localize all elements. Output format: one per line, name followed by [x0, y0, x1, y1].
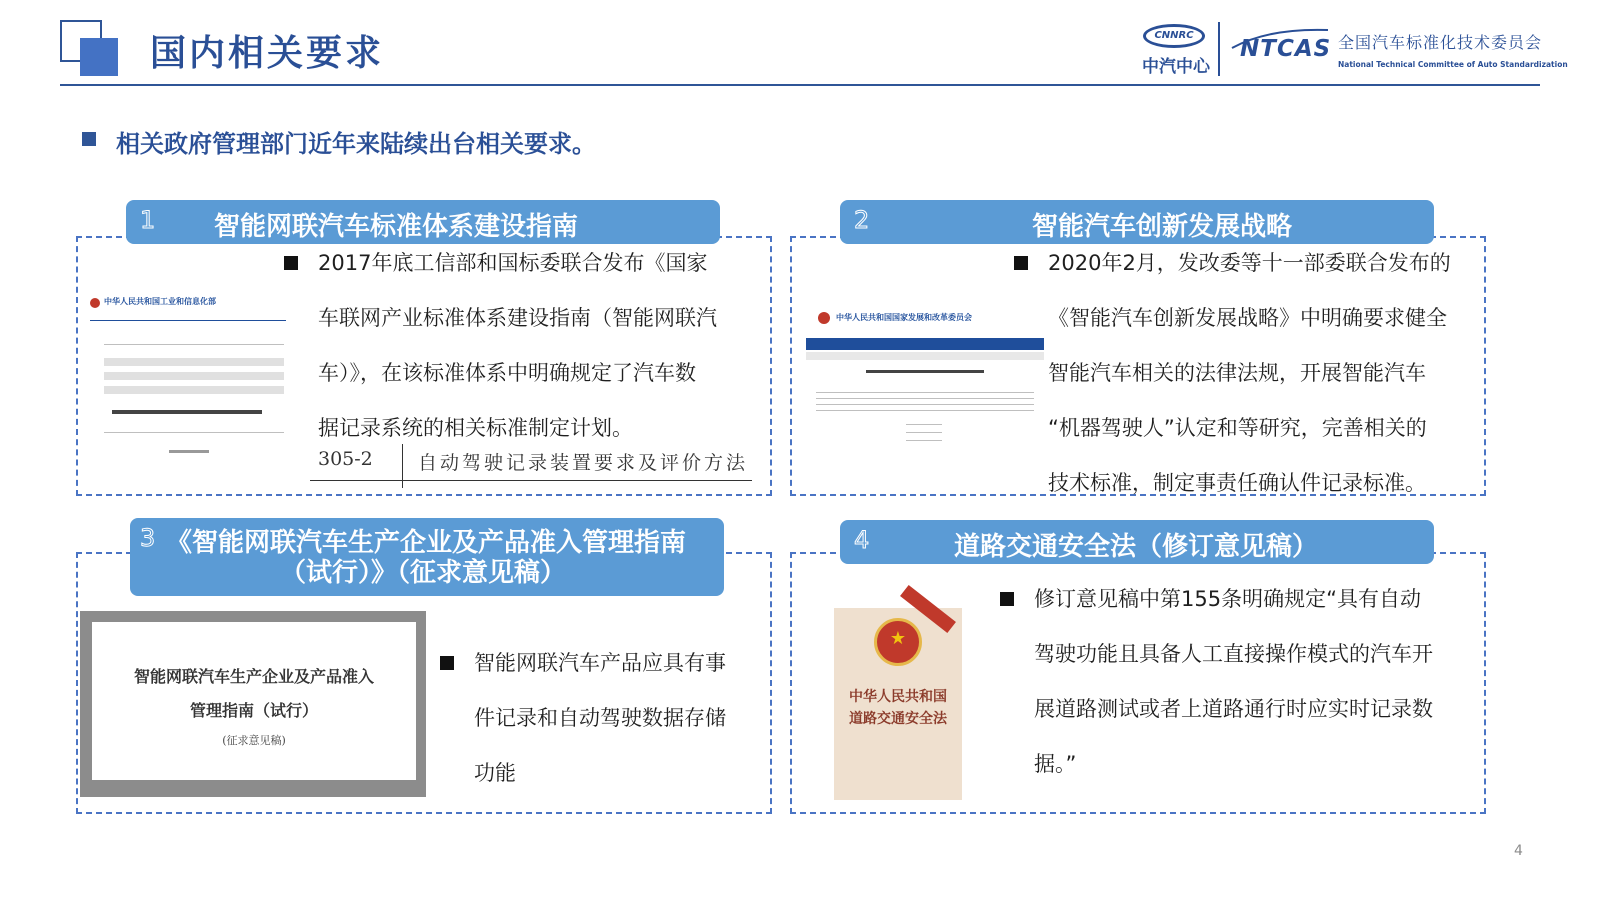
- standard-table-snippet: [310, 444, 752, 484]
- panel-2-line: 智能汽车相关的法律法规，开展智能汽车: [1048, 361, 1426, 385]
- panel-1-title: 智能网联汽车标准体系建设指南: [214, 212, 579, 242]
- panel-3-line: 件记录和自动驾驶数据存储: [474, 706, 726, 730]
- panel-4-line: 展道路测试或者上道路通行时应实时记录数: [1034, 697, 1433, 721]
- guideline-doc-subtitle: (征求意见稿): [222, 734, 286, 747]
- title-deco-fill: [80, 38, 118, 76]
- table-code: 305-2: [318, 448, 373, 470]
- panel-4-bullet-icon: [1000, 592, 1014, 606]
- logo-divider: [1218, 22, 1220, 76]
- panel-2-title: 智能汽车创新发展战略: [1032, 212, 1293, 242]
- panel-3-line: 功能: [474, 761, 516, 785]
- table-item: 自动驾驶记录装置要求及评价方法: [418, 452, 749, 474]
- panel-2-body: [1048, 236, 1484, 511]
- panel-3-tab: [130, 518, 724, 596]
- panel-4-body: [1034, 572, 1474, 792]
- ntcas-name-en: National Technical Committee of Auto Standardization: [1338, 60, 1568, 69]
- panel-4-number: 4: [854, 526, 870, 554]
- panel-1-number: 1: [140, 206, 156, 234]
- panel-3-line: 智能网联汽车产品应具有事: [474, 651, 726, 675]
- panel-2-number: 2: [854, 206, 870, 234]
- panel-2-line: 2020年2月，发改委等十一部委联合发布的: [1048, 251, 1451, 275]
- panel-3-number: 3: [140, 524, 156, 552]
- panel-4-line: 据。”: [1034, 752, 1077, 776]
- panel-4-title: 道路交通安全法（修订意见稿）: [954, 532, 1319, 562]
- panel-1-line: 据记录系统的相关标准制定计划。: [318, 416, 633, 440]
- emblem-icon: [90, 298, 100, 308]
- panel-1-body: [318, 236, 768, 456]
- panel-4-line: 修订意见稿中第155条明确规定“具有自动: [1034, 587, 1421, 611]
- panel-1-line: 车）》，在该标准体系中明确规定了汽车数: [318, 361, 696, 385]
- panel-4-line: 驾驶功能且具备人工直接操作模式的汽车开: [1034, 642, 1433, 666]
- panel-3-title-line2: （试行）》（征求意见稿）: [280, 558, 567, 588]
- panel-2-line: 技术标准，制定事责任确认件记录标准。: [1048, 471, 1426, 495]
- panel-1-line: 2017年底工信部和国标委联合发布《国家: [318, 251, 708, 275]
- panel-1-line: 车联网产业标准体系建设指南（智能网联汽: [318, 306, 717, 330]
- ntcas-logo: NTCAS: [1240, 36, 1332, 62]
- cnnrc-logo: CNNRC: [1143, 24, 1205, 48]
- panel-2-line: “机器驾驶人”认定和等研究，完善相关的: [1048, 416, 1427, 440]
- panel-3-title-line1: 《智能网联汽车生产企业及产品准入管理指南: [166, 528, 687, 558]
- header-divider: [60, 84, 1540, 86]
- emblem-icon: [818, 312, 830, 324]
- star-icon: ★: [889, 628, 907, 649]
- miit-website-thumbnail: 中华人民共和国工业和信息化部: [84, 282, 294, 462]
- panel-3-bullet-icon: [440, 656, 454, 670]
- panel-2-line: 《智能汽车创新发展战略》中明确要求健全: [1048, 306, 1447, 330]
- ndrc-website-thumbnail: 中华人民共和国国家发展和改革委员会: [806, 302, 1044, 452]
- cnnrc-logo-text: 中汽中心: [1142, 57, 1210, 77]
- page-number: 4: [1514, 843, 1523, 859]
- intro-text: 相关政府管理部门近年来陆续出台相关要求。: [116, 130, 596, 158]
- panel-1-bullet-icon: [284, 256, 298, 270]
- intro-bullet-icon: [82, 132, 96, 146]
- traffic-law-cover-title: 中华人民共和国 道路交通安全法: [849, 689, 947, 727]
- panel-4-tab: [840, 520, 1434, 564]
- panel-2-bullet-icon: [1014, 256, 1028, 270]
- guideline-doc-title: 智能网联汽车生产企业及产品准入 管理指南（试行）: [133, 667, 374, 720]
- page-title: 国内相关要求: [150, 33, 385, 74]
- ntcas-name-cn: 全国汽车标准化技术委员会: [1338, 33, 1543, 52]
- panel-3-body: [474, 636, 764, 801]
